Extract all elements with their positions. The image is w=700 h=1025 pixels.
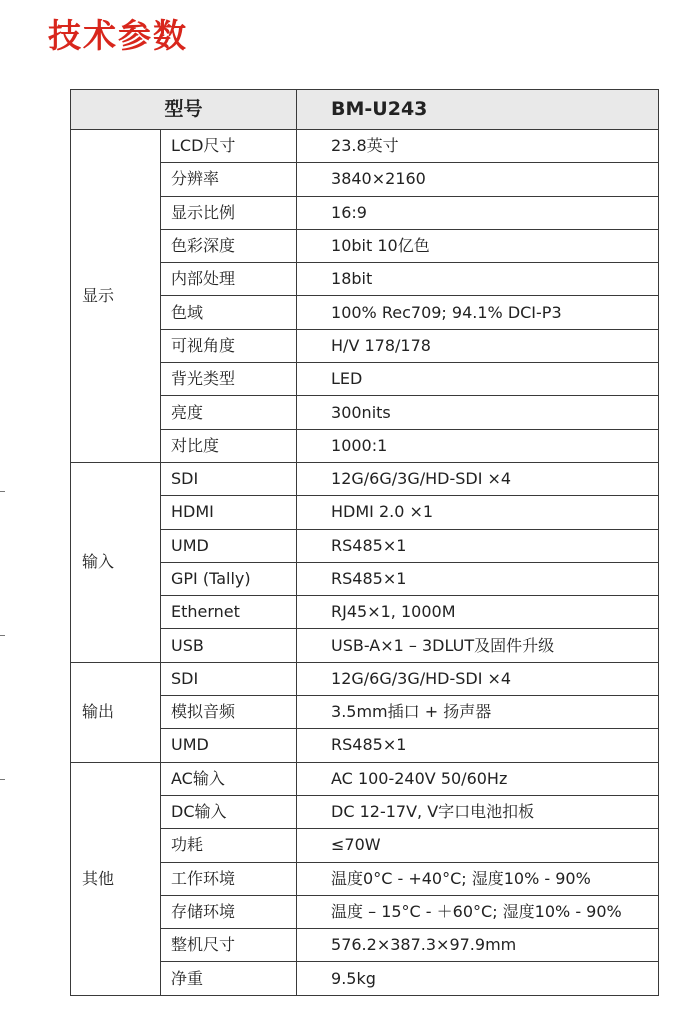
param-name: 色彩深度 [161,229,297,262]
param-value: HDMI 2.0 ×1 [297,496,659,529]
spec-table [70,89,659,996]
param-name: 色域 [161,296,297,329]
param-value: 9.5kg [297,962,659,995]
margin-tick [0,779,5,780]
param-name: 可视角度 [161,329,297,362]
param-value: 18bit [297,263,659,296]
param-name: Ethernet [161,596,297,629]
param-name: AC输入 [161,762,297,795]
param-value: 温度0°C - +40°C; 湿度10% - 90% [297,862,659,895]
param-name: 存储环境 [161,895,297,928]
param-name: 整机尺寸 [161,929,297,962]
param-value: 300nits [297,396,659,429]
param-value: RS485×1 [297,529,659,562]
table-row [71,662,659,695]
param-name: 背光类型 [161,363,297,396]
param-name: 净重 [161,962,297,995]
group-label: 其他 [71,762,161,995]
param-name: 工作环境 [161,862,297,895]
param-value: 3.5mm插口 + 扬声器 [297,696,659,729]
param-value: 12G/6G/3G/HD-SDI ×4 [297,662,659,695]
page-title: 技术参数 [48,16,188,55]
param-value: 10bit 10亿色 [297,229,659,262]
group-label: 显示 [71,130,161,463]
param-name: 功耗 [161,829,297,862]
table-row [71,462,659,495]
param-value: 16:9 [297,196,659,229]
model-label: 型号 [71,90,297,130]
margin-tick [0,491,5,492]
param-name: 模拟音频 [161,696,297,729]
param-value: 100% Rec709; 94.1% DCI-P3 [297,296,659,329]
param-value: 1000:1 [297,429,659,462]
param-value: 576.2×387.3×97.9mm [297,929,659,962]
param-value: RS485×1 [297,729,659,762]
param-value: ≤70W [297,829,659,862]
param-name: 内部处理 [161,263,297,296]
param-name: DC输入 [161,795,297,828]
margin-tick [0,635,5,636]
param-value: 3840×2160 [297,163,659,196]
param-value: 23.8英寸 [297,130,659,163]
param-name: 亮度 [161,396,297,429]
param-name: 显示比例 [161,196,297,229]
table-row [71,762,659,795]
param-name: USB [161,629,297,662]
param-name: GPI (Tally) [161,562,297,595]
model-value: BM-U243 [297,90,659,130]
param-value: RS485×1 [297,562,659,595]
param-name: LCD尺寸 [161,130,297,163]
param-value: LED [297,363,659,396]
param-name: 对比度 [161,429,297,462]
table-row [71,130,659,163]
group-label: 输出 [71,662,161,762]
param-name: SDI [161,662,297,695]
param-value: AC 100-240V 50/60Hz [297,762,659,795]
param-value: DC 12-17V, V字口电池扣板 [297,795,659,828]
group-label: 输入 [71,462,161,662]
param-name: HDMI [161,496,297,529]
param-name: UMD [161,529,297,562]
param-name: UMD [161,729,297,762]
param-value: RJ45×1, 1000M [297,596,659,629]
param-name: SDI [161,462,297,495]
param-value: USB-A×1 – 3DLUT及固件升级 [297,629,659,662]
param-value: 12G/6G/3G/HD-SDI ×4 [297,462,659,495]
param-name: 分辨率 [161,163,297,196]
spec-body [71,130,659,996]
param-value: 温度 – 15°C - ＋60°C; 湿度10% - 90% [297,895,659,928]
param-value: H/V 178/178 [297,329,659,362]
table-header-row [71,90,659,130]
